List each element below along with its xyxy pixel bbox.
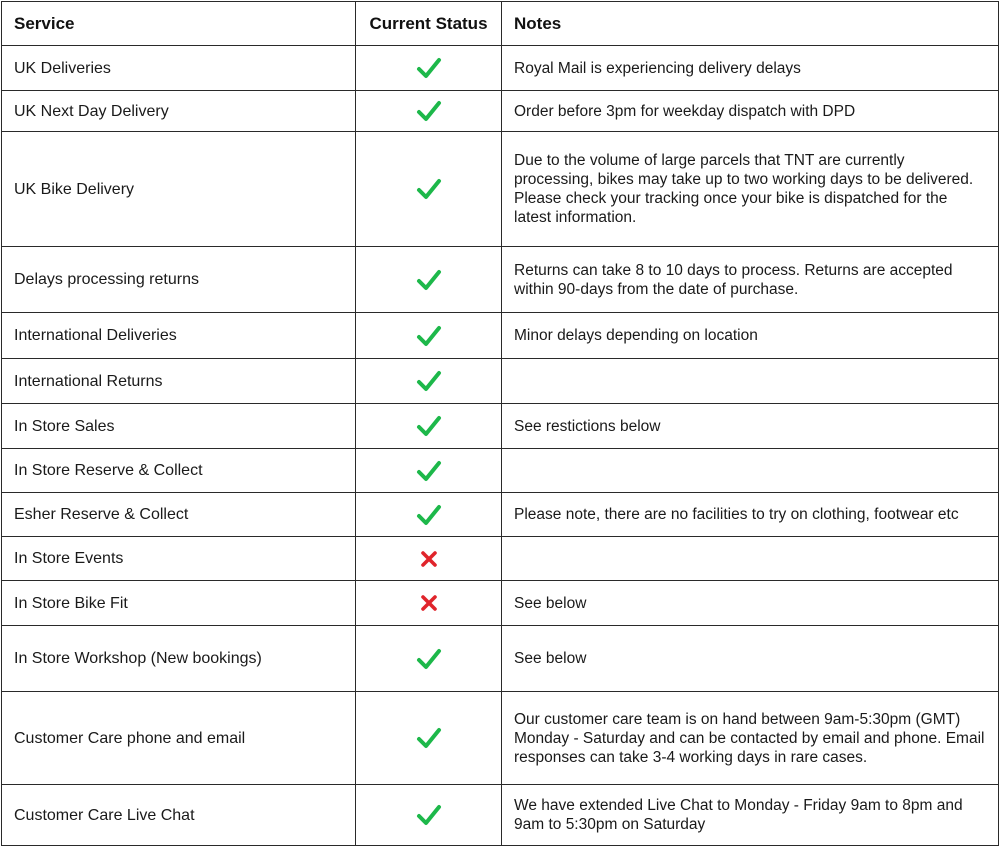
check-icon <box>416 324 442 348</box>
service-name: Customer Care phone and email <box>2 692 356 785</box>
service-status-table <box>1 1 999 846</box>
service-name: In Store Bike Fit <box>2 581 356 626</box>
column-header-notes: Notes <box>502 2 999 46</box>
column-header-status: Current Status <box>356 2 502 46</box>
service-name: UK Bike Delivery <box>2 132 356 247</box>
check-icon <box>416 177 442 201</box>
notes-cell: Returns can take 8 to 10 days to process. Returns are accepted within 90-days from the date of purchase. <box>502 247 999 313</box>
status-cell <box>356 313 502 359</box>
table-body <box>2 46 999 846</box>
table-row <box>2 692 999 785</box>
check-icon <box>416 268 442 292</box>
notes-cell: Minor delays depending on location <box>502 313 999 359</box>
notes-cell <box>502 449 999 493</box>
service-name: Delays processing returns <box>2 247 356 313</box>
status-cell <box>356 626 502 692</box>
notes-cell: See below <box>502 581 999 626</box>
table-row <box>2 785 999 846</box>
status-cell <box>356 132 502 247</box>
service-name: UK Next Day Delivery <box>2 91 356 132</box>
table-row <box>2 581 999 626</box>
service-name: UK Deliveries <box>2 46 356 91</box>
table-row <box>2 91 999 132</box>
service-name: International Returns <box>2 359 356 404</box>
check-icon <box>416 459 442 483</box>
status-cell <box>356 46 502 91</box>
table-row <box>2 537 999 581</box>
check-icon <box>416 99 442 123</box>
cross-icon <box>420 550 438 568</box>
service-name: In Store Workshop (New bookings) <box>2 626 356 692</box>
status-cell <box>356 359 502 404</box>
notes-cell: Our customer care team is on hand between 9am-5:30pm (GMT) Monday - Saturday and can be contacted by email and phone. Email responses can take 3-4 working days in rare cases. <box>502 692 999 785</box>
table-row <box>2 247 999 313</box>
service-name: International Deliveries <box>2 313 356 359</box>
notes-cell <box>502 359 999 404</box>
notes-cell: Royal Mail is experiencing delivery delays <box>502 46 999 91</box>
table-row <box>2 359 999 404</box>
check-icon <box>416 803 442 827</box>
table-row <box>2 404 999 449</box>
status-cell <box>356 692 502 785</box>
service-name: Customer Care Live Chat <box>2 785 356 846</box>
table-row <box>2 626 999 692</box>
notes-cell: Due to the volume of large parcels that TNT are currently processing, bikes may take up to two working days to be delivered. Please check your tracking once your bike is dispatched for the latest information. <box>502 132 999 247</box>
notes-cell: See restictions below <box>502 404 999 449</box>
table-row <box>2 313 999 359</box>
table-row <box>2 449 999 493</box>
cross-icon <box>420 594 438 612</box>
status-cell <box>356 449 502 493</box>
notes-cell: We have extended Live Chat to Monday - Friday 9am to 8pm and 9am to 5:30pm on Saturday <box>502 785 999 846</box>
status-cell <box>356 537 502 581</box>
column-header-service: Service <box>2 2 356 46</box>
notes-cell: Please note, there are no facilities to try on clothing, footwear etc <box>502 493 999 537</box>
status-cell <box>356 404 502 449</box>
table-row <box>2 493 999 537</box>
service-name: In Store Sales <box>2 404 356 449</box>
check-icon <box>416 56 442 80</box>
table-row <box>2 132 999 247</box>
check-icon <box>416 503 442 527</box>
status-cell <box>356 493 502 537</box>
check-icon <box>416 414 442 438</box>
service-name: In Store Reserve & Collect <box>2 449 356 493</box>
notes-cell: See below <box>502 626 999 692</box>
check-icon <box>416 647 442 671</box>
status-cell <box>356 91 502 132</box>
header-row <box>2 2 999 46</box>
status-cell <box>356 247 502 313</box>
notes-cell: Order before 3pm for weekday dispatch with DPD <box>502 91 999 132</box>
notes-cell <box>502 537 999 581</box>
check-icon <box>416 726 442 750</box>
status-cell <box>356 785 502 846</box>
table-row <box>2 46 999 91</box>
service-name: Esher Reserve & Collect <box>2 493 356 537</box>
check-icon <box>416 369 442 393</box>
status-cell <box>356 581 502 626</box>
service-name: In Store Events <box>2 537 356 581</box>
